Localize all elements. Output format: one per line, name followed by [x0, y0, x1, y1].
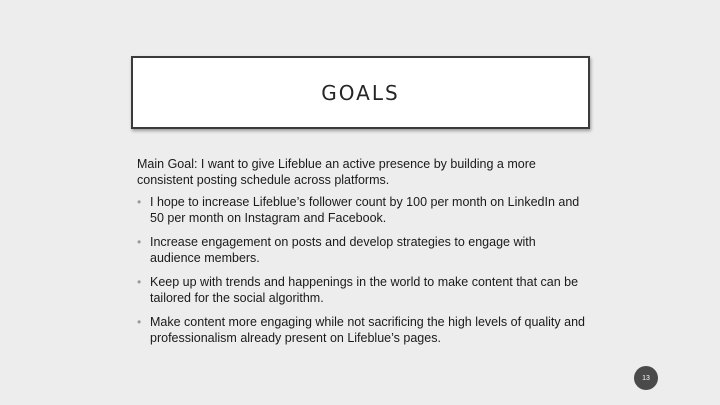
goal-bullet-text: Increase engagement on posts and develop strategies to engage with audience members. [150, 235, 536, 265]
page-number: 13 [642, 374, 650, 382]
goal-bullet-text: Keep up with trends and happenings in the world to make content that can be tailored for the social algorithm. [150, 275, 579, 305]
goal-bullet-item [137, 274, 587, 306]
goal-bullet-list [137, 194, 587, 346]
goal-bullet-item [137, 194, 587, 226]
main-goal-text: Main Goal: I want to give Lifeblue an active presence by building a more consistent posting schedule across platforms. [137, 157, 536, 187]
goal-bullet-text: I hope to increase Lifeblue’s follower count by 100 per month on LinkedIn and 50 per month on Instagram and Facebook. [150, 195, 580, 225]
bullet-icon: • [137, 195, 142, 209]
page-number-badge [634, 366, 658, 390]
bullet-icon: • [137, 235, 142, 249]
goal-bullet-item [137, 234, 587, 266]
slide-title: GOALS [321, 80, 400, 105]
bullet-icon: • [137, 275, 142, 289]
goal-bullet-item [137, 314, 587, 346]
slide-content [137, 156, 587, 354]
goal-bullet-text: Make content more engaging while not sacrificing the high levels of quality and professionalism already present on Lifeblue’s pages. [150, 315, 585, 345]
bullet-icon: • [137, 315, 142, 329]
title-box [131, 56, 590, 129]
